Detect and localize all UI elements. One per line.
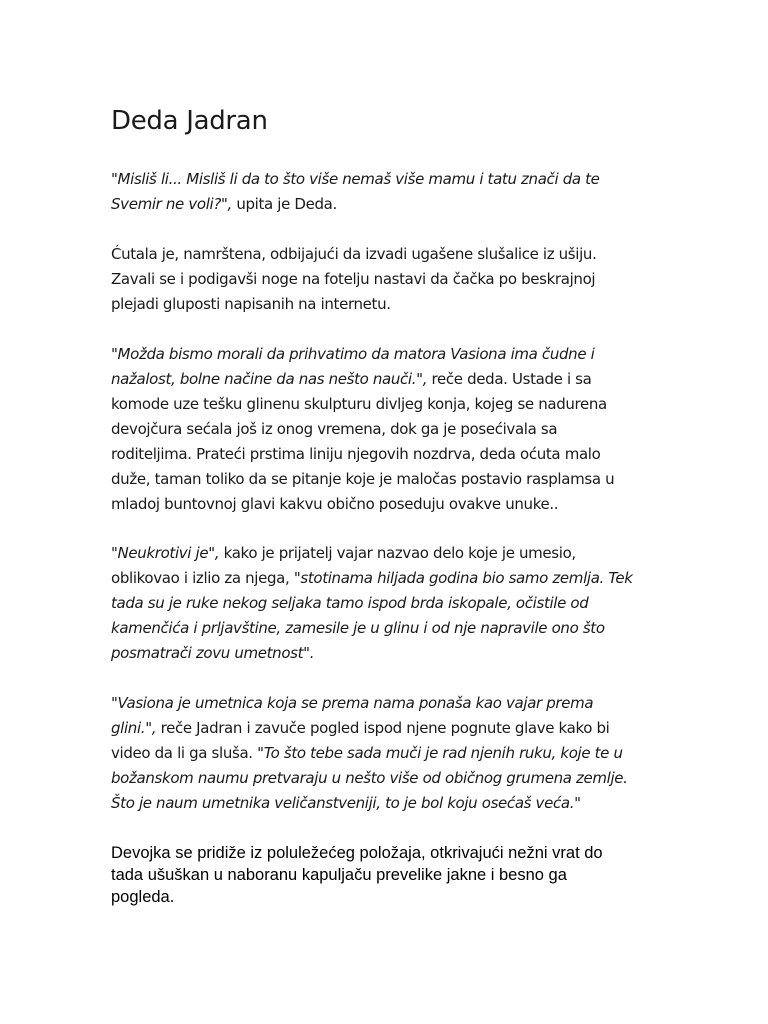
paragraph-line bbox=[111, 442, 671, 467]
paragraph-line bbox=[111, 367, 671, 392]
text: kako je prijatelj vajar nazvao delo koje je umesio, bbox=[219, 544, 576, 562]
paragraph-line bbox=[111, 192, 671, 217]
italic-text: tada su je ruke nekog seljaka tamo ispod brda iskopale, očistile od bbox=[111, 594, 589, 612]
italic-text: posmatrači zovu umetnost". bbox=[111, 644, 315, 662]
text: video da li ga sluša. bbox=[111, 744, 258, 762]
paragraph-line bbox=[111, 342, 671, 367]
paragraph-line: tada ušuškan u naboranu kapuljaču prevelike jakne i besno ga bbox=[111, 866, 567, 884]
paragraph-line bbox=[111, 242, 671, 267]
paragraph-line bbox=[111, 417, 671, 442]
paragraph-line bbox=[111, 566, 671, 591]
paragraph-line: Devojka se pridiže iz poluležećeg položaja, otkrivajući nežni vrat do bbox=[111, 844, 603, 862]
italic-text: glini.", bbox=[111, 719, 157, 737]
italic-text: kamenčića i prljavštine, zamesile je u glinu i od nje napravile ono što bbox=[111, 619, 605, 637]
document-title: Deda Jadran bbox=[111, 106, 268, 136]
paragraph-line bbox=[111, 467, 671, 492]
italic-text: stotinama hiljada godina bio samo zemlja. Tek bbox=[300, 569, 633, 587]
italic-text: "Vasiona je umetnica koja se prema nama ponaša kao vajar prema bbox=[111, 694, 594, 712]
paragraph-line bbox=[111, 616, 671, 641]
paragraph-2 bbox=[111, 242, 671, 317]
paragraph-line bbox=[111, 766, 671, 791]
paragraph-line bbox=[111, 716, 671, 741]
italic-text: nažalost, bolne načine da nas nešto nauči.", bbox=[111, 370, 428, 388]
italic-text: "To što tebe sada muči je rad njenih ruku, koje te u bbox=[257, 744, 623, 762]
paragraph-line bbox=[111, 292, 671, 317]
text: roditeljima. Prateći prstima liniju njegovih nozdrva, deda oćuta malo bbox=[111, 445, 601, 463]
paragraph-4 bbox=[111, 541, 671, 666]
paragraph-6 bbox=[111, 842, 671, 908]
italic-text: božanskom naumu pretvaraju u nešto više od običnog grumena zemlje. bbox=[111, 769, 628, 787]
text: oblikovao i izlio za njega, " bbox=[111, 569, 301, 587]
paragraph-3 bbox=[111, 342, 671, 517]
text: reče Jadran i zavuče pogled ispod njene pognute glave kako bi bbox=[156, 719, 610, 737]
text: duže, taman toliko da se pitanje koje je maločas postavio rasplamsa u bbox=[111, 470, 615, 488]
paragraph-line bbox=[111, 392, 671, 417]
text: plejadi gluposti napisanih na internetu. bbox=[111, 295, 391, 313]
paragraph-line bbox=[111, 492, 671, 517]
paragraph-1 bbox=[111, 167, 671, 217]
text: komode uze tešku glinenu skulpturu divljeg konja, kojeg se nadurena bbox=[111, 395, 607, 413]
text: Ćutala je, namrštena, odbijajući da izvadi ugašene slušalice iz ušiju. bbox=[111, 245, 597, 263]
text: reče deda. Ustade i sa bbox=[427, 370, 592, 388]
paragraph-5 bbox=[111, 691, 671, 816]
italic-text: Svemir ne voli?", bbox=[111, 195, 232, 213]
italic-text: "Možda bismo morali da prihvatimo da matora Vasiona ima čudne i bbox=[111, 345, 595, 363]
paragraph-line bbox=[111, 267, 671, 292]
italic-text: "Neukrotivi je", bbox=[111, 544, 220, 562]
italic-text: "Misliš li... Misliš li da to što više nemaš više mamu i tatu znači da te bbox=[111, 170, 600, 188]
paragraph-line bbox=[111, 591, 671, 616]
text: Zavali se i podigavši noge na fotelju nastavi da čačka po beskrajnoj bbox=[111, 270, 596, 288]
paragraph-line bbox=[111, 167, 671, 192]
text: mladoj buntovnoj glavi kakvu obično poseduju ovakve unuke.. bbox=[111, 495, 559, 513]
paragraph-line bbox=[111, 791, 671, 816]
text: upita je Deda. bbox=[231, 195, 337, 213]
text: devojčura sećala još iz onog vremena, dok ga je posećivala sa bbox=[111, 420, 558, 438]
paragraph-line bbox=[111, 741, 671, 766]
paragraph-line bbox=[111, 691, 671, 716]
paragraph-line bbox=[111, 541, 671, 566]
italic-text: Što je naum umetnika veličanstveniji, to je bol koju osećaš veća." bbox=[111, 794, 581, 812]
paragraph-line: pogleda. bbox=[111, 888, 175, 906]
paragraph-line bbox=[111, 641, 671, 666]
